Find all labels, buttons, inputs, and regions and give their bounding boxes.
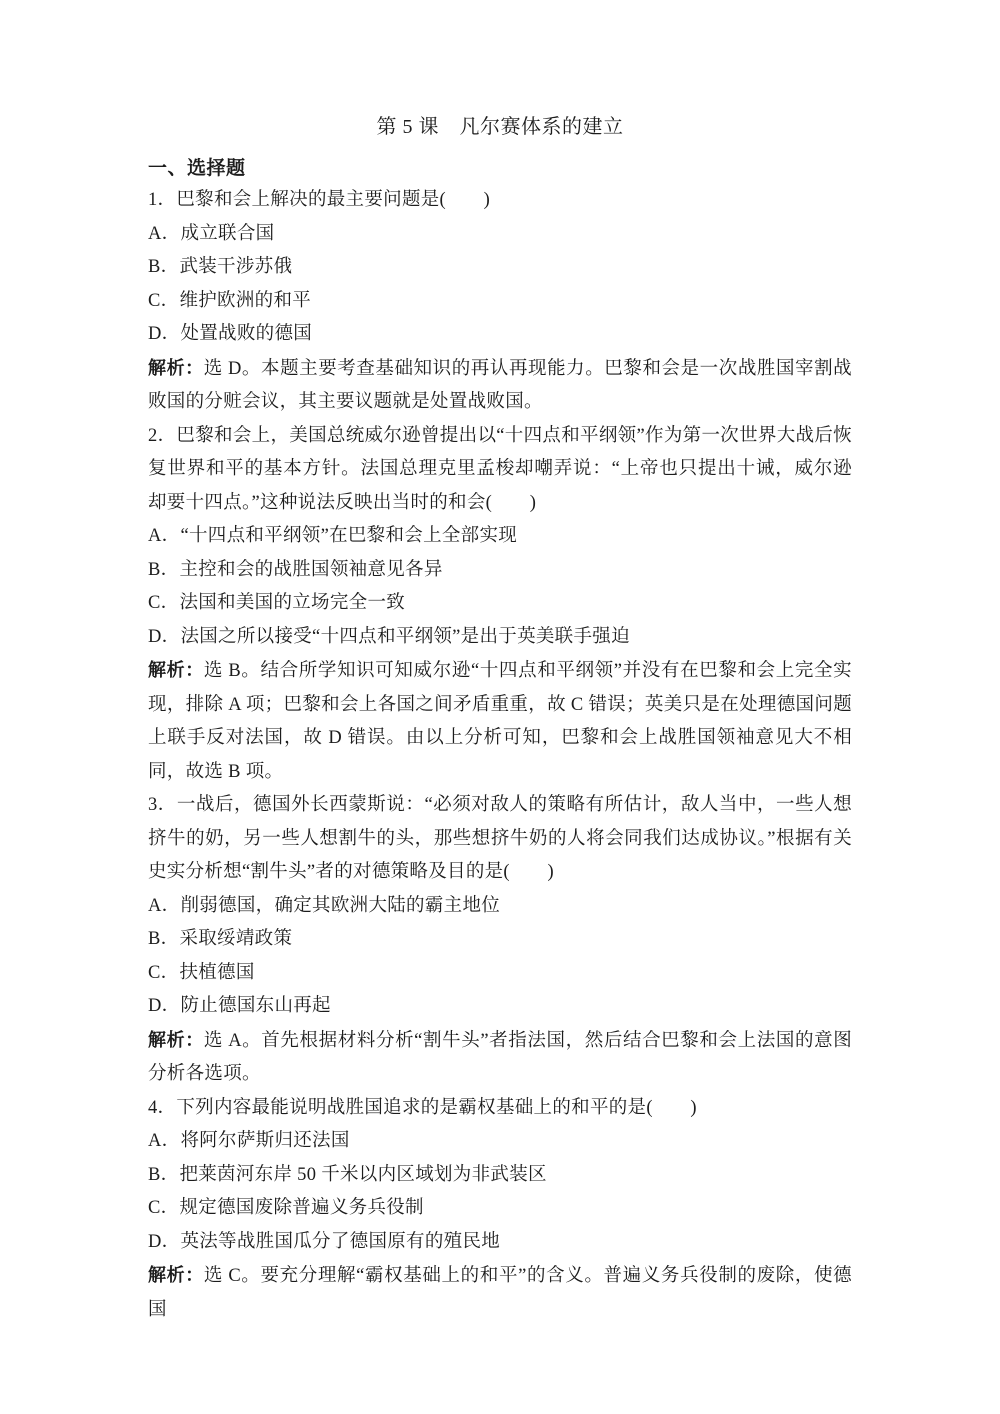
analysis-paragraph [148,352,852,420]
question-stem: 2．巴黎和会上，美国总统威尔逊曾提出以“十四点和平纲领”作为第一次世界大战后恢复世界和平的基本方针。法国总理克里孟梭却嘲弄说：“上帝也只提出十诫，威尔逊却要十四点。”这种说法反映出当时的和会( ) [148,425,852,513]
analysis-text: 选 C。要充分理解“霸权基础上的和平”的含义。普遍义务兵役制的废除，使德国 [148,1266,852,1320]
option-item-c: C．规定德国废除普遍义务兵役制 [148,1198,424,1218]
analysis-label: 解析： [148,1029,204,1050]
analysis-label: 解析： [148,1265,204,1285]
section-heading: 一、选择题 [148,158,246,179]
option-item-d: D．法国之所以接受“十四点和平纲领”是出于英美联手强迫 [148,626,630,647]
option-item-d: D．处置战败的德国 [148,324,313,344]
option-item-c: C．扶植德国 [148,962,255,983]
option-item-b: B．武装干涉苏俄 [148,257,293,277]
option-item-b: B．采取绥靖政策 [148,929,293,949]
option-item-b: B．主控和会的战胜国领袖意见各异 [148,559,443,580]
analysis-label: 解析： [148,357,204,378]
analysis-label: 解析： [148,660,204,680]
question-block-4 [148,1092,852,1328]
analysis-text: 选 D。本题主要考查基础知识的再认再现能力。巴黎和会是一次战胜国宰割战败国的分赃会议，其主要议题就是处置战败国。 [148,358,852,412]
analysis-paragraph [148,654,852,789]
option-item-c: C．维护欧洲的和平 [148,290,312,311]
option-item-b: B．把莱茵河东岸 50 千米以内区域划为非武装区 [148,1164,547,1185]
analysis-text: 选 B。结合所学知识可知威尔逊“十四点和平纲领”并没有在巴黎和会上完全实现，排除 A 项；巴黎和会上各国之间矛盾重重，故 C 错误；英美只是在处理德国问题上联手反对法国，故 D 错误。由以上分析可知，巴黎和会上战胜国领袖意见大不相同，故选 B 项。 [148,661,852,782]
question-stem: 1．巴黎和会上解决的最主要问题是( ) [148,190,491,210]
page-title: 第 5 课 凡尔赛体系的建立 [376,116,624,138]
question-block-3 [148,789,852,1092]
option-item-a: A．成立联合国 [148,223,275,244]
option-item-a: A．将阿尔萨斯归还法国 [148,1131,350,1151]
question-block-1 [148,184,852,420]
question-stem: 4．下列内容最能说明战胜国追求的是霸权基础上的和平的是( ) [148,1097,697,1118]
option-item-d: D．防止德国东山再起 [148,996,331,1016]
question-block-2 [148,420,852,790]
analysis-paragraph [148,1259,852,1327]
option-item-a: A．“十四点和平纲领”在巴黎和会上全部实现 [148,526,518,546]
option-item-d: D．英法等战胜国瓜分了德国原有的殖民地 [148,1231,501,1252]
analysis-text: 选 A。首先根据材料分析“割牛头”者指法国，然后结合巴黎和会上法国的意图分析各选项。 [148,1030,852,1084]
option-item-a: A．削弱德国，确定其欧洲大陆的霸主地位 [148,895,501,916]
analysis-paragraph [148,1024,852,1092]
option-item-c: C．法国和美国的立场完全一致 [148,593,406,613]
question-stem: 3．一战后，德国外长西蒙斯说：“必须对敌人的策略有所估计，敌人当中，一些人想挤牛的奶，另一些人想割牛的头，那些想挤牛奶的人将会同我们达成协议。”根据有关史实分析想“割牛头”者的对德策略及目的是( ) [148,795,852,882]
